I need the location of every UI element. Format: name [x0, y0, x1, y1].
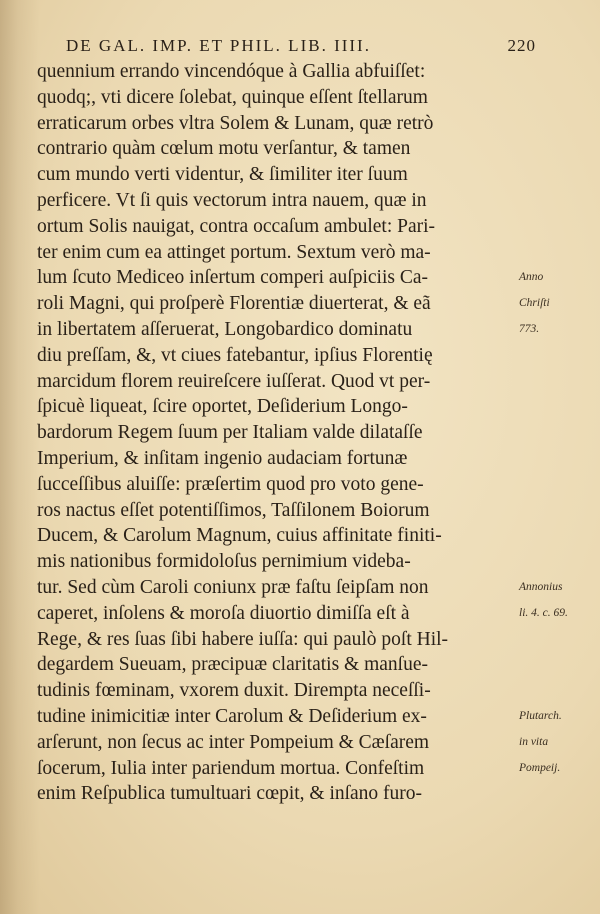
- text-line: erraticarum orbes vltra Solem & Lunam, quæ retrò: [37, 112, 434, 134]
- text-line: caperet, inſolens & moroſa diuortio dimiſſa eſt à: [37, 602, 410, 624]
- marginal-note: in vita: [519, 735, 549, 748]
- text-line: diu preſſam, &, vt ciues fatebantur, ipſius Florentię: [37, 344, 433, 366]
- text-line: Imperium, & inſitam ingenio audaciam fortunæ: [37, 447, 408, 469]
- running-header: [66, 36, 536, 56]
- marginal-note: li. 4. c. 69.: [519, 606, 568, 619]
- marginal-note: Chriſti: [519, 297, 550, 310]
- text-line: Rege, & res ſuas ſibi habere iuſſa: qui paulò poſt Hil-: [37, 628, 449, 650]
- text-line: arſerunt, non ſecus ac inter Pompeium & Cæſarem: [37, 731, 430, 753]
- text-line: contrario quàm cœlum motu verſantur, & tamen: [37, 138, 411, 160]
- text-line: ter enim cum ea attinget portum. Sextum verò ma-: [37, 241, 431, 263]
- text-line: mis nationibus formidoloſus pernimium videba-: [37, 551, 411, 573]
- text-line: quennium errando vincendóque à Gallia abfuiſſet:: [37, 61, 426, 82]
- text-line: ſpicuè liqueat, ſcire oportet, Deſiderium Longo-: [37, 396, 408, 418]
- text-line: ros nactus eſſet potentiſſimos, Taſſilonem Boiorum: [37, 499, 430, 521]
- text-line: quodq;, vti dicere ſolebat, quinque eſſent ſtellarum: [37, 86, 428, 108]
- marginal-note: 773.: [519, 323, 540, 335]
- header-title: DE GAL. IMP. ET PHIL. LIB. IIII.: [66, 36, 371, 55]
- text-lines: [37, 59, 497, 807]
- text-line: bardorum Regem ſuum per Italiam valde dilataſſe: [37, 422, 423, 444]
- text-body: [37, 59, 568, 807]
- marginal-note: Annonius: [519, 581, 563, 593]
- text-line: in libertatem aſſeruerat, Longobardico dominatu: [37, 318, 413, 340]
- text-line: ſucceſſibus aluiſſe: præſertim quod pro voto gene-: [37, 473, 424, 495]
- text-line: marcidum florem reuireſcere iuſſerat. Quod vt per-: [37, 370, 431, 392]
- marginal-note: Plutarch.: [519, 710, 562, 722]
- page-number: 220: [507, 36, 536, 55]
- text-line: cum mundo verti videntur, & ſimiliter iter ſuum: [37, 164, 408, 186]
- text-line: tur. Sed cùm Caroli coniunx præ faſtu ſeipſam non: [37, 576, 429, 598]
- text-line: lum ſcuto Mediceo inſertum comperi auſpiciis Ca-: [37, 267, 428, 289]
- text-line: ortum Solis nauigat, contra occaſum ambulet: Pari-: [37, 215, 436, 237]
- text-line: ſocerum, Iulia inter pariendum mortua. Confeſtim: [37, 757, 425, 779]
- text-line: Ducem, & Carolum Magnum, cuius affinitate finiti-: [37, 525, 442, 547]
- text-line: tudine inimicitiæ inter Carolum & Deſiderium ex-: [37, 705, 427, 727]
- marginal-note: Anno: [519, 271, 544, 284]
- text-line: perficere. Vt ſi quis vectorum intra nauem, quæ in: [37, 189, 427, 211]
- text-line: enim Reſpublica tumultuari cœpit, & inſano furo-: [37, 783, 423, 805]
- text-line: degardem Sueuam, præcipuæ claritatis & manſue-: [37, 654, 428, 676]
- text-line: roli Magni, qui proſperè Florentiæ diuerterat, & eã: [37, 293, 431, 315]
- text-line: tudinis fœminam, vxorem duxit. Dirempta neceſſi-: [37, 680, 431, 702]
- marginal-note: Pompeij.: [519, 761, 561, 774]
